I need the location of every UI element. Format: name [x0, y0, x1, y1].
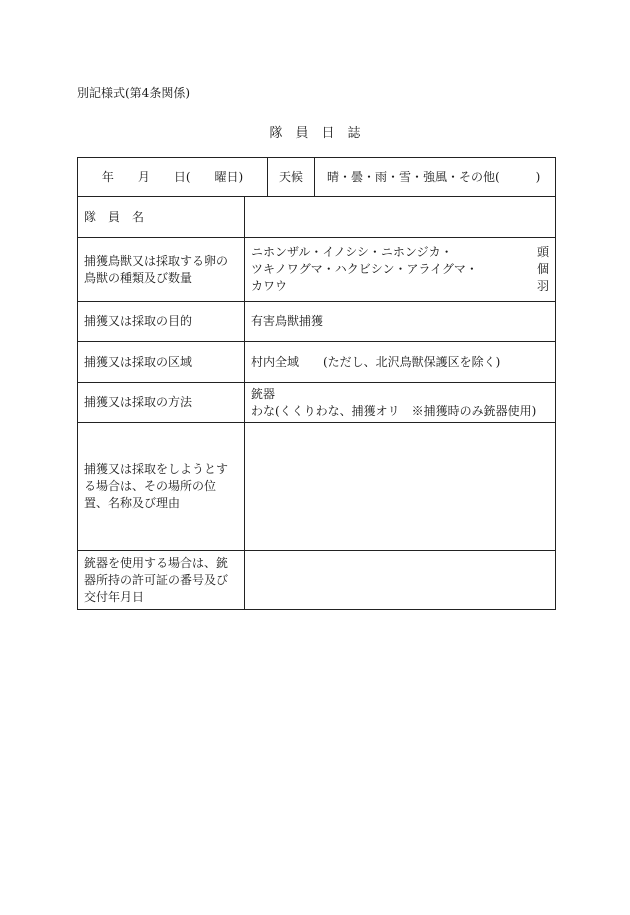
species-line: [251, 261, 549, 278]
species-line-text: ニホンザル・イノシシ・ニホンジカ・: [251, 245, 453, 259]
purpose-label: 捕獲又は採取の目的: [78, 302, 245, 341]
member-name-label: 隊 員 名: [78, 197, 245, 237]
weather-label: 天候: [268, 158, 315, 196]
species-line: [251, 244, 549, 261]
location-field[interactable]: [245, 423, 555, 550]
document-title-text: 隊 員 日 誌: [269, 126, 361, 141]
species-quantity-row: [77, 238, 556, 302]
location-row: [77, 423, 556, 551]
location-label: 捕獲又は採取をしようとする場合は、その場所の位置、名称及び理由: [78, 423, 245, 550]
member-name-row: [77, 197, 556, 238]
species-quantity-label: 捕獲鳥獣又は採取する卵の鳥獣の種類及び数量: [78, 238, 245, 301]
area-label: 捕獲又は採取の区域: [78, 342, 245, 382]
method-line-firearm: 銃器: [251, 386, 276, 401]
purpose-field[interactable]: 有害鳥獣捕獲: [251, 314, 324, 328]
license-row: [77, 551, 556, 610]
method-row: [77, 383, 556, 423]
method-label: 捕獲又は採取の方法: [78, 383, 245, 422]
date-weather-row: [77, 157, 556, 197]
species-quantity-field[interactable]: [245, 238, 555, 301]
diary-form-table: [77, 157, 556, 610]
area-field[interactable]: 村内全域 (ただし、北沢鳥獣保護区を除く): [251, 354, 501, 369]
document-title: [0, 122, 630, 141]
species-line-unit: 頭: [536, 245, 549, 259]
species-line-text: ツキノワグマ・ハクビシン・アライグマ・: [251, 262, 478, 276]
weather-options-field[interactable]: 晴・曇・雨・雪・強風・その他( ): [327, 169, 541, 184]
purpose-row: [77, 302, 556, 342]
species-line-unit: 羽: [536, 279, 549, 293]
species-line-text: カワウ: [251, 279, 288, 293]
member-name-field[interactable]: [245, 197, 555, 237]
method-field[interactable]: [245, 383, 555, 422]
form-reference-note: 別記様式(第4条関係): [77, 86, 190, 100]
date-field[interactable]: 年 月 日( 曜日): [78, 158, 268, 196]
species-line-unit: 個: [536, 262, 549, 276]
area-row: [77, 342, 556, 383]
license-label: 銃器を使用する場合は、銃器所持の許可証の番号及び交付年月日: [78, 551, 245, 609]
method-line-trap: わな(くくりわな、捕獲オリ ※捕獲時のみ銃器使用): [251, 403, 537, 418]
species-line: [251, 278, 549, 295]
license-field[interactable]: [245, 551, 555, 609]
